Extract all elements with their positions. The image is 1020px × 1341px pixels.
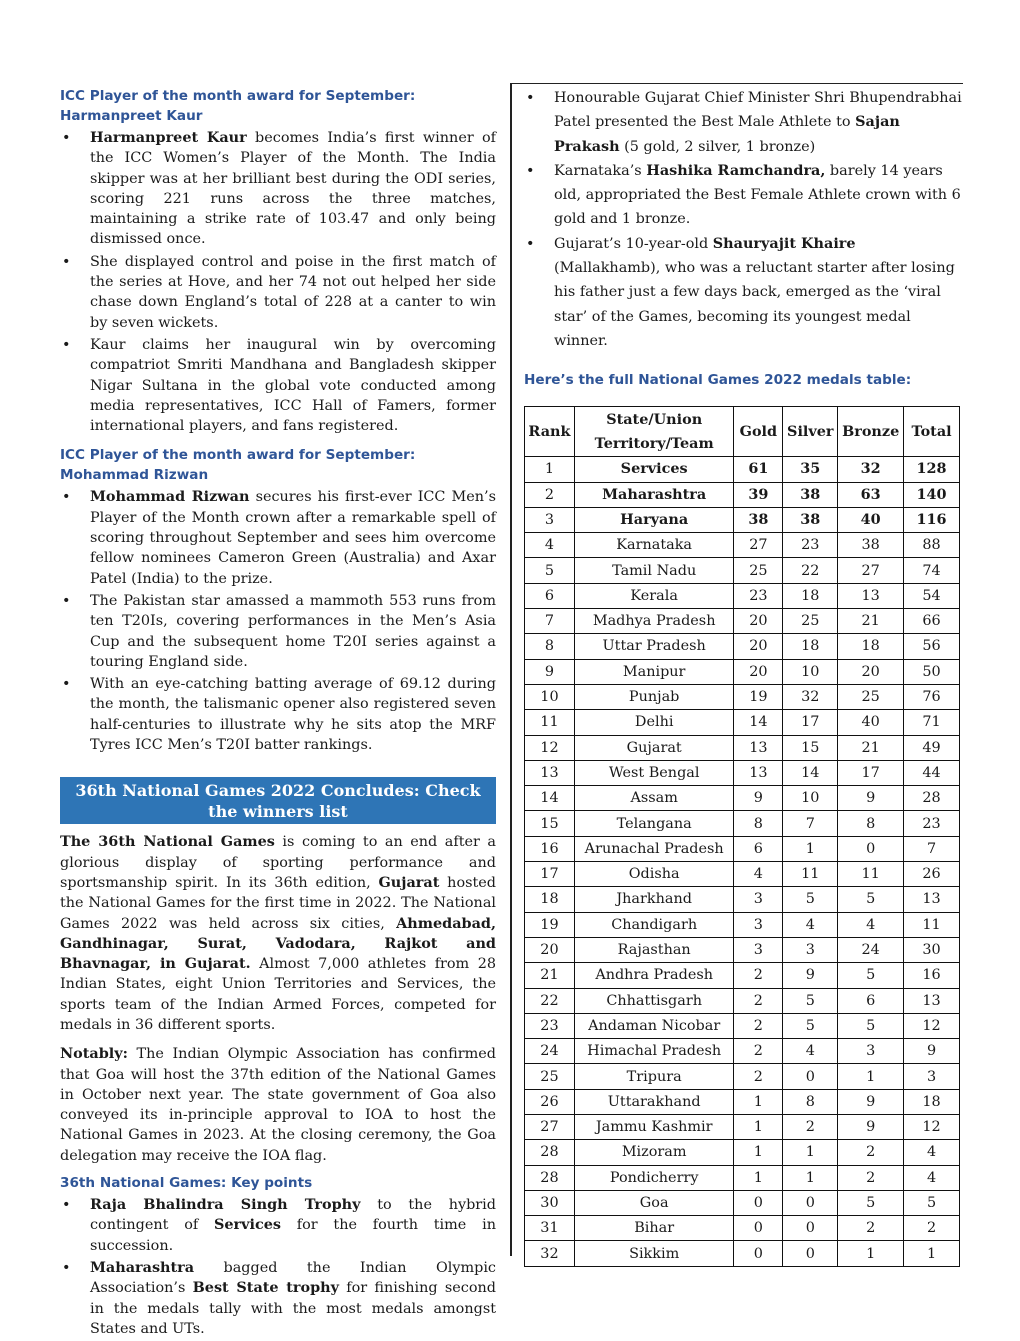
table-row (525, 963, 960, 988)
table-row (525, 735, 960, 760)
bold-text: Mohammad Rizwan (90, 488, 250, 506)
list-item (60, 335, 496, 436)
cell-silver: 17 (783, 710, 838, 735)
cell-total: 16 (904, 963, 960, 988)
paragraph-text: Almost 7,000 athletes from 28 Indian States, eight Union Territories and Services, the sports team of the Indian Armed Forces, competed for medals in 36 different sports. (60, 956, 497, 1033)
cell-gold: 2 (734, 1013, 783, 1038)
cell-bronze: 3 (838, 1039, 904, 1064)
cell-total: 4 (904, 1165, 960, 1190)
bullet-text: bagged the Indian Olympic Association’s (90, 1259, 496, 1297)
cell-rank: 5 (525, 558, 575, 583)
table-row (525, 937, 960, 962)
table-row (525, 1013, 960, 1038)
cell-state: Rajasthan (574, 937, 734, 962)
cell-gold: 2 (734, 1039, 783, 1064)
cell-state: Tamil Nadu (574, 558, 734, 583)
cell-total: 9 (904, 1039, 960, 1064)
cell-silver: 35 (783, 457, 838, 482)
cell-state: Mizoram (574, 1140, 734, 1165)
cell-silver: 14 (783, 760, 838, 785)
cell-bronze: 5 (838, 887, 904, 912)
cell-gold: 13 (734, 735, 783, 760)
table-row (525, 659, 960, 684)
cell-silver: 0 (783, 1064, 838, 1089)
cell-total: 13 (904, 887, 960, 912)
bold-text: Best State trophy (192, 1279, 339, 1297)
cell-bronze: 13 (838, 583, 904, 608)
cell-bronze: 21 (838, 609, 904, 634)
cell-gold: 1 (734, 1114, 783, 1139)
list-item (60, 252, 496, 333)
cell-state: Jammu Kashmir (574, 1114, 734, 1139)
table-row (525, 507, 960, 532)
cell-state: Pondicherry (574, 1165, 734, 1190)
cell-rank: 20 (525, 937, 575, 962)
cell-gold: 0 (734, 1216, 783, 1241)
table-row (525, 988, 960, 1013)
cell-total: 76 (904, 684, 960, 709)
table-row (525, 558, 960, 583)
table-row (525, 1241, 960, 1266)
cell-rank: 32 (525, 1241, 575, 1266)
table-row (525, 609, 960, 634)
cell-total: 128 (904, 457, 960, 482)
cell-state: Andhra Pradesh (574, 963, 734, 988)
cell-state: Madhya Pradesh (574, 609, 734, 634)
cell-silver: 11 (783, 862, 838, 887)
cell-rank: 31 (525, 1216, 575, 1241)
cell-state: Jharkhand (574, 887, 734, 912)
cell-state: Andaman Nicobar (574, 1013, 734, 1038)
cell-rank: 17 (525, 862, 575, 887)
header-bronze: Bronze (838, 407, 904, 457)
cell-total: 5 (904, 1190, 960, 1215)
cell-rank: 6 (525, 583, 575, 608)
bullet-text: She displayed control and poise in the first match of the series at Hove, and her 74 not out helped her side chase down England’s total of 228 at a canter to win by seven wickets. (90, 253, 496, 331)
cell-total: 50 (904, 659, 960, 684)
paragraph-text: The Indian Olympic Association has confirmed that Goa will host the 37th edition of the National Games in October next year. The state government of Goa also conveyed its in-principle approval to IOA to host the National Games in 2023. At the closing ceremony, the Goa delegation may receive the IOA flag. (60, 1046, 496, 1164)
cell-rank: 21 (525, 963, 575, 988)
cell-rank: 1 (525, 457, 575, 482)
cell-state: Odisha (574, 862, 734, 887)
cell-bronze: 40 (838, 710, 904, 735)
cell-silver: 2 (783, 1114, 838, 1139)
cell-state: Goa (574, 1190, 734, 1215)
cell-silver: 32 (783, 684, 838, 709)
cell-bronze: 9 (838, 786, 904, 811)
cell-rank: 2 (525, 482, 575, 507)
cell-silver: 5 (783, 988, 838, 1013)
cell-rank: 12 (525, 735, 575, 760)
list-item (60, 591, 496, 672)
cell-gold: 13 (734, 760, 783, 785)
cell-state: Uttar Pradesh (574, 634, 734, 659)
cell-gold: 39 (734, 482, 783, 507)
bullet-text: Honourable Gujarat Chief Minister Shri Bhupendrabhai Patel presented the Best Male Athlete to (554, 90, 962, 131)
cell-bronze: 8 (838, 811, 904, 836)
cell-rank: 3 (525, 507, 575, 532)
table-row (525, 1089, 960, 1114)
cell-total: 23 (904, 811, 960, 836)
cell-state: Assam (574, 786, 734, 811)
cell-rank: 13 (525, 760, 575, 785)
cell-bronze: 0 (838, 836, 904, 861)
cell-state: Haryana (574, 507, 734, 532)
table-row (525, 634, 960, 659)
cell-bronze: 63 (838, 482, 904, 507)
cell-silver: 5 (783, 1013, 838, 1038)
cell-bronze: 40 (838, 507, 904, 532)
cell-bronze: 6 (838, 988, 904, 1013)
harmanpreet-bullets (60, 128, 496, 436)
cell-rank: 18 (525, 887, 575, 912)
table-header-row (525, 407, 960, 457)
cell-silver: 1 (783, 836, 838, 861)
bullet-text: Gujarat’s 10-year-old (554, 235, 713, 252)
medals-table (524, 406, 960, 1267)
cell-total: 66 (904, 609, 960, 634)
bullet-text: becomes India’s first winner of the ICC Women’s Player of the Month. The India skipper was at her brilliant best during the ODI series, scoring 221 runs across the three matches, maintaining a strike rate of 103.47 and only being dismissed once. (90, 130, 496, 248)
cell-gold: 19 (734, 684, 783, 709)
cell-gold: 1 (734, 1165, 783, 1190)
cell-rank: 30 (525, 1190, 575, 1215)
bold-text: The 36th National Games (60, 833, 275, 851)
cell-total: 88 (904, 533, 960, 558)
bullet-text: With an eye-catching batting average of 69.12 during the month, the talismanic opener also registered seven half-centuries to illustrate why he sits atop the MRF Tyres ICC Men’s T20I batter rankings. (90, 676, 496, 754)
cell-rank: 19 (525, 912, 575, 937)
bullet-text: Kaur claims her inaugural win by overcoming compatriot Smriti Mandhana and Bangladesh skipper Nigar Sultana in the global vote conducted among media representatives, ICC Hall of Famers, former international players, and fans registered. (90, 336, 496, 435)
cell-gold: 1 (734, 1089, 783, 1114)
cell-silver: 22 (783, 558, 838, 583)
cell-rank: 15 (525, 811, 575, 836)
paragraph-text: is coming to an end after a glorious display of sporting performance and sportsmanship spirit. In its 36th edition, (60, 834, 496, 891)
list-item (524, 86, 962, 159)
table-row (525, 583, 960, 608)
cell-gold: 14 (734, 710, 783, 735)
cell-state: Chandigarh (574, 912, 734, 937)
cell-total: 12 (904, 1114, 960, 1139)
paragraph-text: hosted the National Games for the first time in 2022. The National Games 2022 was held across six cities, (60, 874, 497, 932)
cell-bronze: 20 (838, 659, 904, 684)
cell-state: Punjab (574, 684, 734, 709)
cell-total: 74 (904, 558, 960, 583)
cell-gold: 8 (734, 811, 783, 836)
table-row (525, 1165, 960, 1190)
table-row (525, 457, 960, 482)
list-item (524, 159, 962, 232)
bold-text: Harmanpreet Kaur (90, 129, 247, 146)
cell-bronze: 1 (838, 1064, 904, 1089)
cell-state: Services (574, 457, 734, 482)
cell-rank: 9 (525, 659, 575, 684)
cell-state: Uttarakhand (574, 1089, 734, 1114)
cell-silver: 10 (783, 786, 838, 811)
notably-paragraph (60, 1044, 496, 1166)
table-row (525, 684, 960, 709)
cell-total: 2 (904, 1216, 960, 1241)
bold-text: Services (214, 1216, 281, 1234)
cell-rank: 14 (525, 786, 575, 811)
cell-gold: 1 (734, 1140, 783, 1165)
cell-bronze: 4 (838, 912, 904, 937)
bullet-text: to the hybrid contingent of (90, 1197, 496, 1234)
cell-total: 49 (904, 735, 960, 760)
bold-text: Sajan Prakash (554, 113, 900, 155)
cell-rank: 22 (525, 988, 575, 1013)
cell-state: Arunachal Pradesh (574, 836, 734, 861)
cell-rank: 11 (525, 710, 575, 735)
bullet-text: The Pakistan star amassed a mammoth 553 runs from ten T20Is, covering performances in the Men’s Asia Cup and the subsequent home T20I series against a touring England side. (90, 592, 496, 670)
cell-rank: 24 (525, 1039, 575, 1064)
cell-total: 26 (904, 862, 960, 887)
cell-gold: 0 (734, 1241, 783, 1266)
cell-bronze: 24 (838, 937, 904, 962)
cell-gold: 3 (734, 937, 783, 962)
cell-state: Chhattisgarh (574, 988, 734, 1013)
cell-silver: 18 (783, 634, 838, 659)
cell-bronze: 2 (838, 1140, 904, 1165)
cell-silver: 1 (783, 1165, 838, 1190)
cell-bronze: 1 (838, 1241, 904, 1266)
cell-total: 1 (904, 1241, 960, 1266)
cell-bronze: 5 (838, 963, 904, 988)
bold-text: Maharashtra (90, 1258, 195, 1276)
cell-gold: 9 (734, 786, 783, 811)
cell-rank: 27 (525, 1114, 575, 1139)
cell-total: 56 (904, 634, 960, 659)
cell-rank: 28 (525, 1140, 575, 1165)
cell-rank: 26 (525, 1089, 575, 1114)
table-row (525, 786, 960, 811)
left-column (60, 86, 496, 1341)
list-item (60, 128, 496, 250)
cell-bronze: 9 (838, 1089, 904, 1114)
cell-total: 13 (904, 988, 960, 1013)
cell-silver: 3 (783, 937, 838, 962)
table-row (525, 1114, 960, 1139)
cell-bronze: 2 (838, 1216, 904, 1241)
cell-gold: 20 (734, 659, 783, 684)
cell-bronze: 9 (838, 1114, 904, 1139)
cell-state: Gujarat (574, 735, 734, 760)
cell-gold: 6 (734, 836, 783, 861)
cell-rank: 25 (525, 1064, 575, 1089)
cell-total: 7 (904, 836, 960, 861)
table-row (525, 836, 960, 861)
table-row (525, 862, 960, 887)
cell-silver: 25 (783, 609, 838, 634)
medals-table-title: Here’s the full National Games 2022 medals table: (524, 372, 912, 389)
key-points-heading: 36th National Games: Key points (60, 1175, 313, 1192)
cell-bronze: 21 (838, 735, 904, 760)
right-column (524, 86, 962, 1267)
cell-silver: 0 (783, 1216, 838, 1241)
cell-total: 28 (904, 786, 960, 811)
cell-state: Maharashtra (574, 482, 734, 507)
table-row (525, 1039, 960, 1064)
national-games-banner: 36th National Games 2022 Concludes: Check the winners list (60, 777, 496, 824)
cell-bronze: 32 (838, 457, 904, 482)
cell-total: 12 (904, 1013, 960, 1038)
bullet-text: Karnataka’s (554, 162, 647, 179)
cell-state: Tripura (574, 1064, 734, 1089)
table-row (525, 811, 960, 836)
bold-text: Shauryajit Khaire (712, 234, 856, 252)
cell-total: 140 (904, 482, 960, 507)
cell-gold: 23 (734, 583, 783, 608)
table-row (525, 482, 960, 507)
cell-total: 116 (904, 507, 960, 532)
cell-rank: 7 (525, 609, 575, 634)
list-item (60, 1258, 496, 1339)
header-state: State/Union Territory/Team (574, 407, 734, 457)
rizwan-bullets (60, 487, 496, 755)
cell-gold: 27 (734, 533, 783, 558)
cell-silver: 0 (783, 1190, 838, 1215)
cell-rank: 8 (525, 634, 575, 659)
cell-total: 4 (904, 1140, 960, 1165)
cell-rank: 28 (525, 1165, 575, 1190)
cell-total: 44 (904, 760, 960, 785)
cell-state: Himachal Pradesh (574, 1039, 734, 1064)
cell-gold: 20 (734, 609, 783, 634)
bullet-text: for the fourth time in succession. (90, 1217, 496, 1254)
cell-bronze: 2 (838, 1165, 904, 1190)
cell-state: Kerala (574, 583, 734, 608)
cell-total: 11 (904, 912, 960, 937)
cell-bronze: 5 (838, 1013, 904, 1038)
list-item (524, 232, 962, 353)
list-item (60, 674, 496, 755)
cell-silver: 18 (783, 583, 838, 608)
table-row (525, 1140, 960, 1165)
cell-total: 30 (904, 937, 960, 962)
bullet-text: (5 gold, 2 silver, 1 bronze) (619, 138, 816, 155)
bold-text: Notably: (60, 1045, 128, 1063)
table-row (525, 710, 960, 735)
table-row (525, 1064, 960, 1089)
harmanpreet-heading: ICC Player of the month award for September: Harmanpreet Kaur (60, 88, 416, 124)
cell-state: Telangana (574, 811, 734, 836)
top-rule (512, 83, 963, 84)
cell-silver: 1 (783, 1140, 838, 1165)
cell-gold: 25 (734, 558, 783, 583)
cell-bronze: 18 (838, 634, 904, 659)
cell-rank: 23 (525, 1013, 575, 1038)
cell-silver: 7 (783, 811, 838, 836)
cell-silver: 9 (783, 963, 838, 988)
table-row (525, 1190, 960, 1215)
medals-table-body (525, 457, 960, 1267)
header-rank: Rank (525, 407, 575, 457)
bullet-text: barely 14 years old, appropriated the Best Female Athlete crown with 6 gold and 1 bronze. (554, 162, 961, 228)
cell-total: 18 (904, 1089, 960, 1114)
table-row (525, 760, 960, 785)
table-row (525, 912, 960, 937)
cell-state: Bihar (574, 1216, 734, 1241)
cell-state: Karnataka (574, 533, 734, 558)
cell-gold: 0 (734, 1190, 783, 1215)
table-row (525, 887, 960, 912)
cell-state: Manipur (574, 659, 734, 684)
bullet-text: (Mallakhamb), who was a reluctant starter after losing his father just a few days back, emerged as the ‘viral star’ of the Games, becoming its youngest medal winner. (554, 260, 955, 349)
cell-gold: 2 (734, 988, 783, 1013)
cell-gold: 20 (734, 634, 783, 659)
cell-bronze: 27 (838, 558, 904, 583)
cell-silver: 15 (783, 735, 838, 760)
cell-gold: 4 (734, 862, 783, 887)
cell-silver: 10 (783, 659, 838, 684)
cell-silver: 0 (783, 1241, 838, 1266)
list-item (60, 1195, 496, 1256)
cell-total: 71 (904, 710, 960, 735)
bold-text: Gujarat (378, 873, 440, 891)
cell-silver: 5 (783, 887, 838, 912)
cell-gold: 38 (734, 507, 783, 532)
cell-gold: 2 (734, 963, 783, 988)
list-item (60, 487, 496, 588)
cell-silver: 8 (783, 1089, 838, 1114)
cell-bronze: 11 (838, 862, 904, 887)
bold-text: Ahmedabad, Gandhinagar, Surat, Vadodara, Rajkot and Bhavnagar, in Gujarat. (60, 914, 496, 973)
cell-gold: 3 (734, 912, 783, 937)
cell-state: Delhi (574, 710, 734, 735)
cell-bronze: 17 (838, 760, 904, 785)
bold-text: Hashika Ramchandra, (646, 161, 826, 179)
bold-text: Raja Bhalindra Singh Trophy (90, 1196, 361, 1214)
intro-paragraph (60, 832, 496, 1035)
column-divider (510, 83, 512, 1256)
cell-silver: 38 (783, 507, 838, 532)
bullet-text: for finishing second in the medals tally with the most medals amongst States and UTs. (90, 1280, 496, 1337)
cell-silver: 4 (783, 912, 838, 937)
header-gold: Gold (734, 407, 783, 457)
cell-gold: 3 (734, 887, 783, 912)
awards-bullets (524, 86, 962, 353)
key-points-bullets (60, 1195, 496, 1339)
bullet-text: secures his first-ever ICC Men’s Player of the Month crown after a remarkable spell of scoring throughout September and sees him overcome fellow nominees Cameron Green (Australia) and Axar Patel (India) to the prize. (90, 489, 496, 587)
cell-bronze: 5 (838, 1190, 904, 1215)
cell-bronze: 25 (838, 684, 904, 709)
table-row (525, 533, 960, 558)
cell-silver: 4 (783, 1039, 838, 1064)
cell-silver: 23 (783, 533, 838, 558)
table-row (525, 1216, 960, 1241)
cell-total: 3 (904, 1064, 960, 1089)
header-silver: Silver (783, 407, 838, 457)
cell-rank: 4 (525, 533, 575, 558)
cell-gold: 61 (734, 457, 783, 482)
header-total: Total (904, 407, 960, 457)
rizwan-heading: ICC Player of the month award for September: Mohammad Rizwan (60, 447, 416, 484)
cell-total: 54 (904, 583, 960, 608)
cell-gold: 2 (734, 1064, 783, 1089)
cell-silver: 38 (783, 482, 838, 507)
cell-bronze: 38 (838, 533, 904, 558)
cell-rank: 16 (525, 836, 575, 861)
cell-state: West Bengal (574, 760, 734, 785)
cell-state: Sikkim (574, 1241, 734, 1266)
cell-rank: 10 (525, 684, 575, 709)
